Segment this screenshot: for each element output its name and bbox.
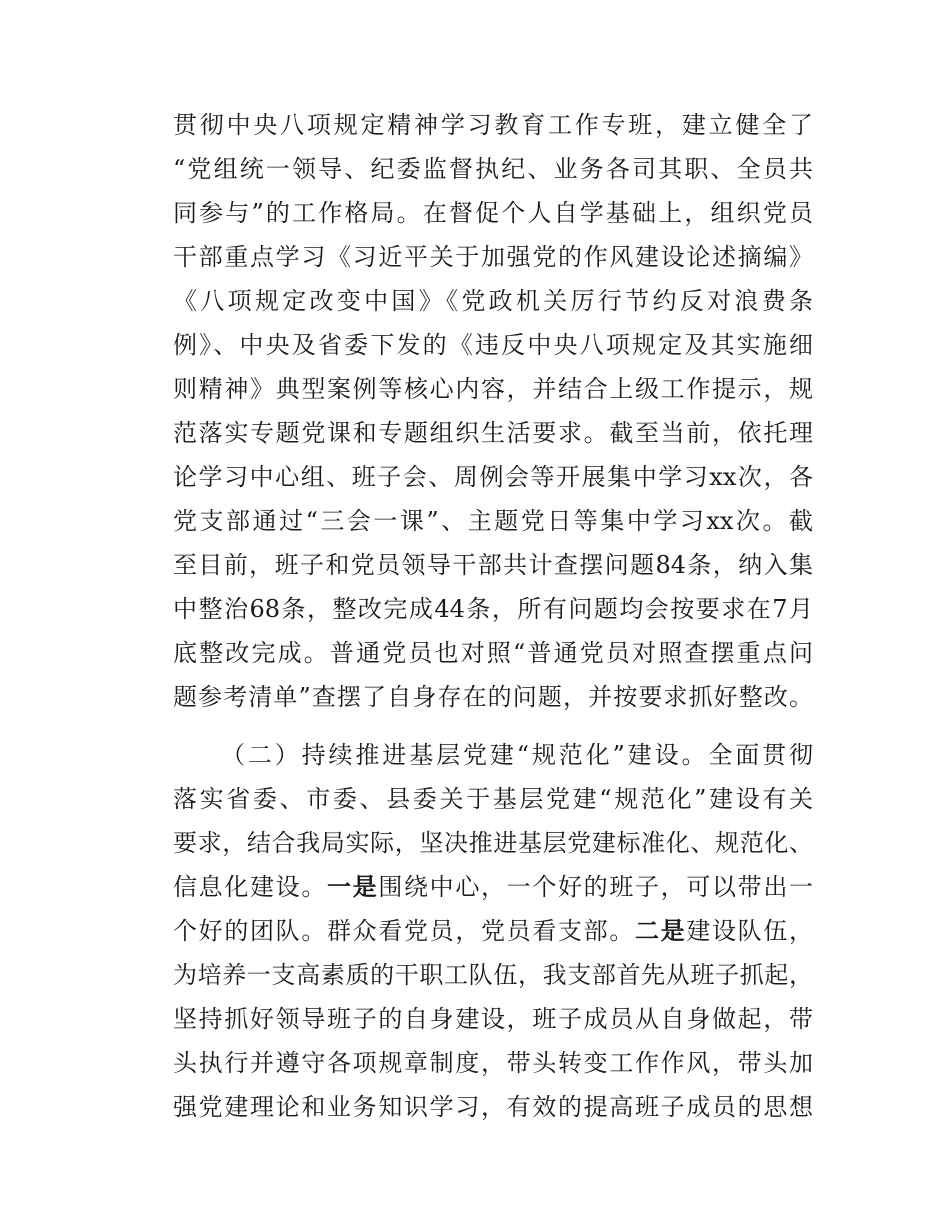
paragraph-1-line-13: 底整改完成。普通党员也对照“普通党员对照查摆重点问 [173,639,813,667]
paragraph-2-line-6: 为培养一支高素质的干职工队伍，我支部首先从班子抓起， [173,961,813,989]
paragraph-2-line-5 [173,911,813,951]
paragraph-2-line-2: 落实省委、市委、县委关于基层党建“规范化”建设有关 [173,785,813,813]
paragraph-2-line-8: 头执行并遵守各项规章制度，带头转变工作作风，带头加 [173,1049,813,1077]
paragraph-1-line-4: 干部重点学习《习近平关于加强党的作风建设论述摘编》 [173,243,813,271]
paragraph-1-line-2: “党组统一领导、纪委监督执纪、业务各司其职、全员共 [173,155,813,183]
paragraph-2-line-7: 坚持抓好领导班子的自身建设，班子成员从自身做起，带 [173,1005,813,1033]
paragraph-2-line-9: 强党建理论和业务知识学习，有效的提高班子成员的思想 [173,1093,813,1121]
paragraph-1-line-9: 论学习中心组、班子会、周例会等开展集中学习xx次，各 [173,463,813,491]
paragraph-1-line-10: 党支部通过“三会一课”、主题党日等集中学习xx次。截 [173,507,813,535]
line-5-text-start: 个好的团队。群众看党员，党员看支部。 [173,917,635,945]
paragraph-2-line-4 [173,867,813,907]
line-5-text-end: 建设队伍， [686,917,814,945]
paragraph-1-line-7: 则精神》典型案例等核心内容，并结合上级工作提示，规 [173,375,813,403]
paragraph-2-line-1: （二）持续推进基层党建“规范化”建设。全面贯彻 [221,741,813,769]
line-4-text-end: 围绕中心，一个好的班子，可以带出一 [378,873,814,901]
paragraph-1-line-14: 题参考清单”查摆了自身存在的问题，并按要求抓好整改。 [173,683,813,711]
paragraph-1-line-11: 至目前，班子和党员领导干部共计查摆问题84条，纳入集 [173,551,813,579]
paragraph-1-line-12: 中整治68条，整改完成44条，所有问题均会按要求在7月 [173,595,813,623]
paragraph-1-line-3: 同参与”的工作格局。在督促个人自学基础上，组织党员 [173,199,813,227]
paragraph-1-line-8: 范落实专题党课和专题组织生活要求。截至当前，依托理 [173,419,813,447]
paragraph-1-line-1: 贯彻中央八项规定精神学习教育工作专班，建立健全了 [173,111,813,139]
paragraph-2-line-3: 要求，结合我局实际，坚决推进基层党建标准化、规范化、 [173,829,813,857]
line-4-text-start: 信息化建设。 [173,873,327,901]
paragraph-1-line-6: 例》、中央及省委下发的《违反中央八项规定及其实施细 [173,331,813,359]
point-two-marker: 二是 [635,916,687,945]
paragraph-1-line-5: 《八项规定改变中国》《党政机关厉行节约反对浪费条 [173,287,813,315]
point-one-marker: 一是 [327,872,379,901]
